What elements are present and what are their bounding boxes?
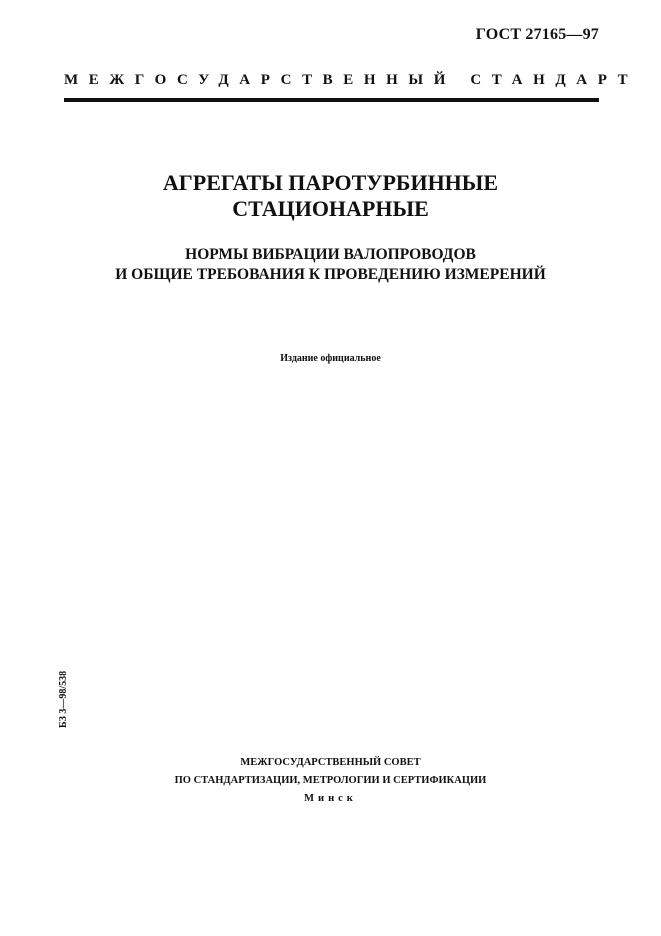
subtitle-line-2: И ОБЩИЕ ТРЕБОВАНИЯ К ПРОВЕДЕНИЮ ИЗМЕРЕНИЙ: [115, 266, 546, 283]
edition-note: Издание официальное: [280, 353, 381, 364]
publisher-line-1: МЕЖГОСУДАРСТВЕННЫЙ СОВЕТ: [240, 757, 421, 768]
subtitle-line-1: НОРМЫ ВИБРАЦИИ ВАЛОПРОВОДОВ: [185, 246, 476, 263]
title-line-2: СТАЦИОНАРНЫЕ: [232, 196, 429, 221]
publisher-city: Минск: [304, 793, 357, 804]
header-divider: [64, 98, 599, 102]
standard-type-heading: МЕЖГОСУДАРСТВЕННЫЙ СТАНДАРТ: [64, 72, 639, 88]
document-title: [0, 170, 661, 222]
side-index-code: БЗ 3—98/538: [58, 670, 69, 728]
document-number: ГОСТ 27165—97: [475, 26, 599, 43]
title-line-1: АГРЕГАТЫ ПАРОТУРБИННЫЕ: [162, 170, 499, 195]
publisher-block: [0, 754, 661, 808]
document-subtitle: [0, 245, 661, 285]
publisher-line-2: ПО СТАНДАРТИЗАЦИИ, МЕТРОЛОГИИ И СЕРТИФИКАЦИИ: [174, 775, 487, 786]
